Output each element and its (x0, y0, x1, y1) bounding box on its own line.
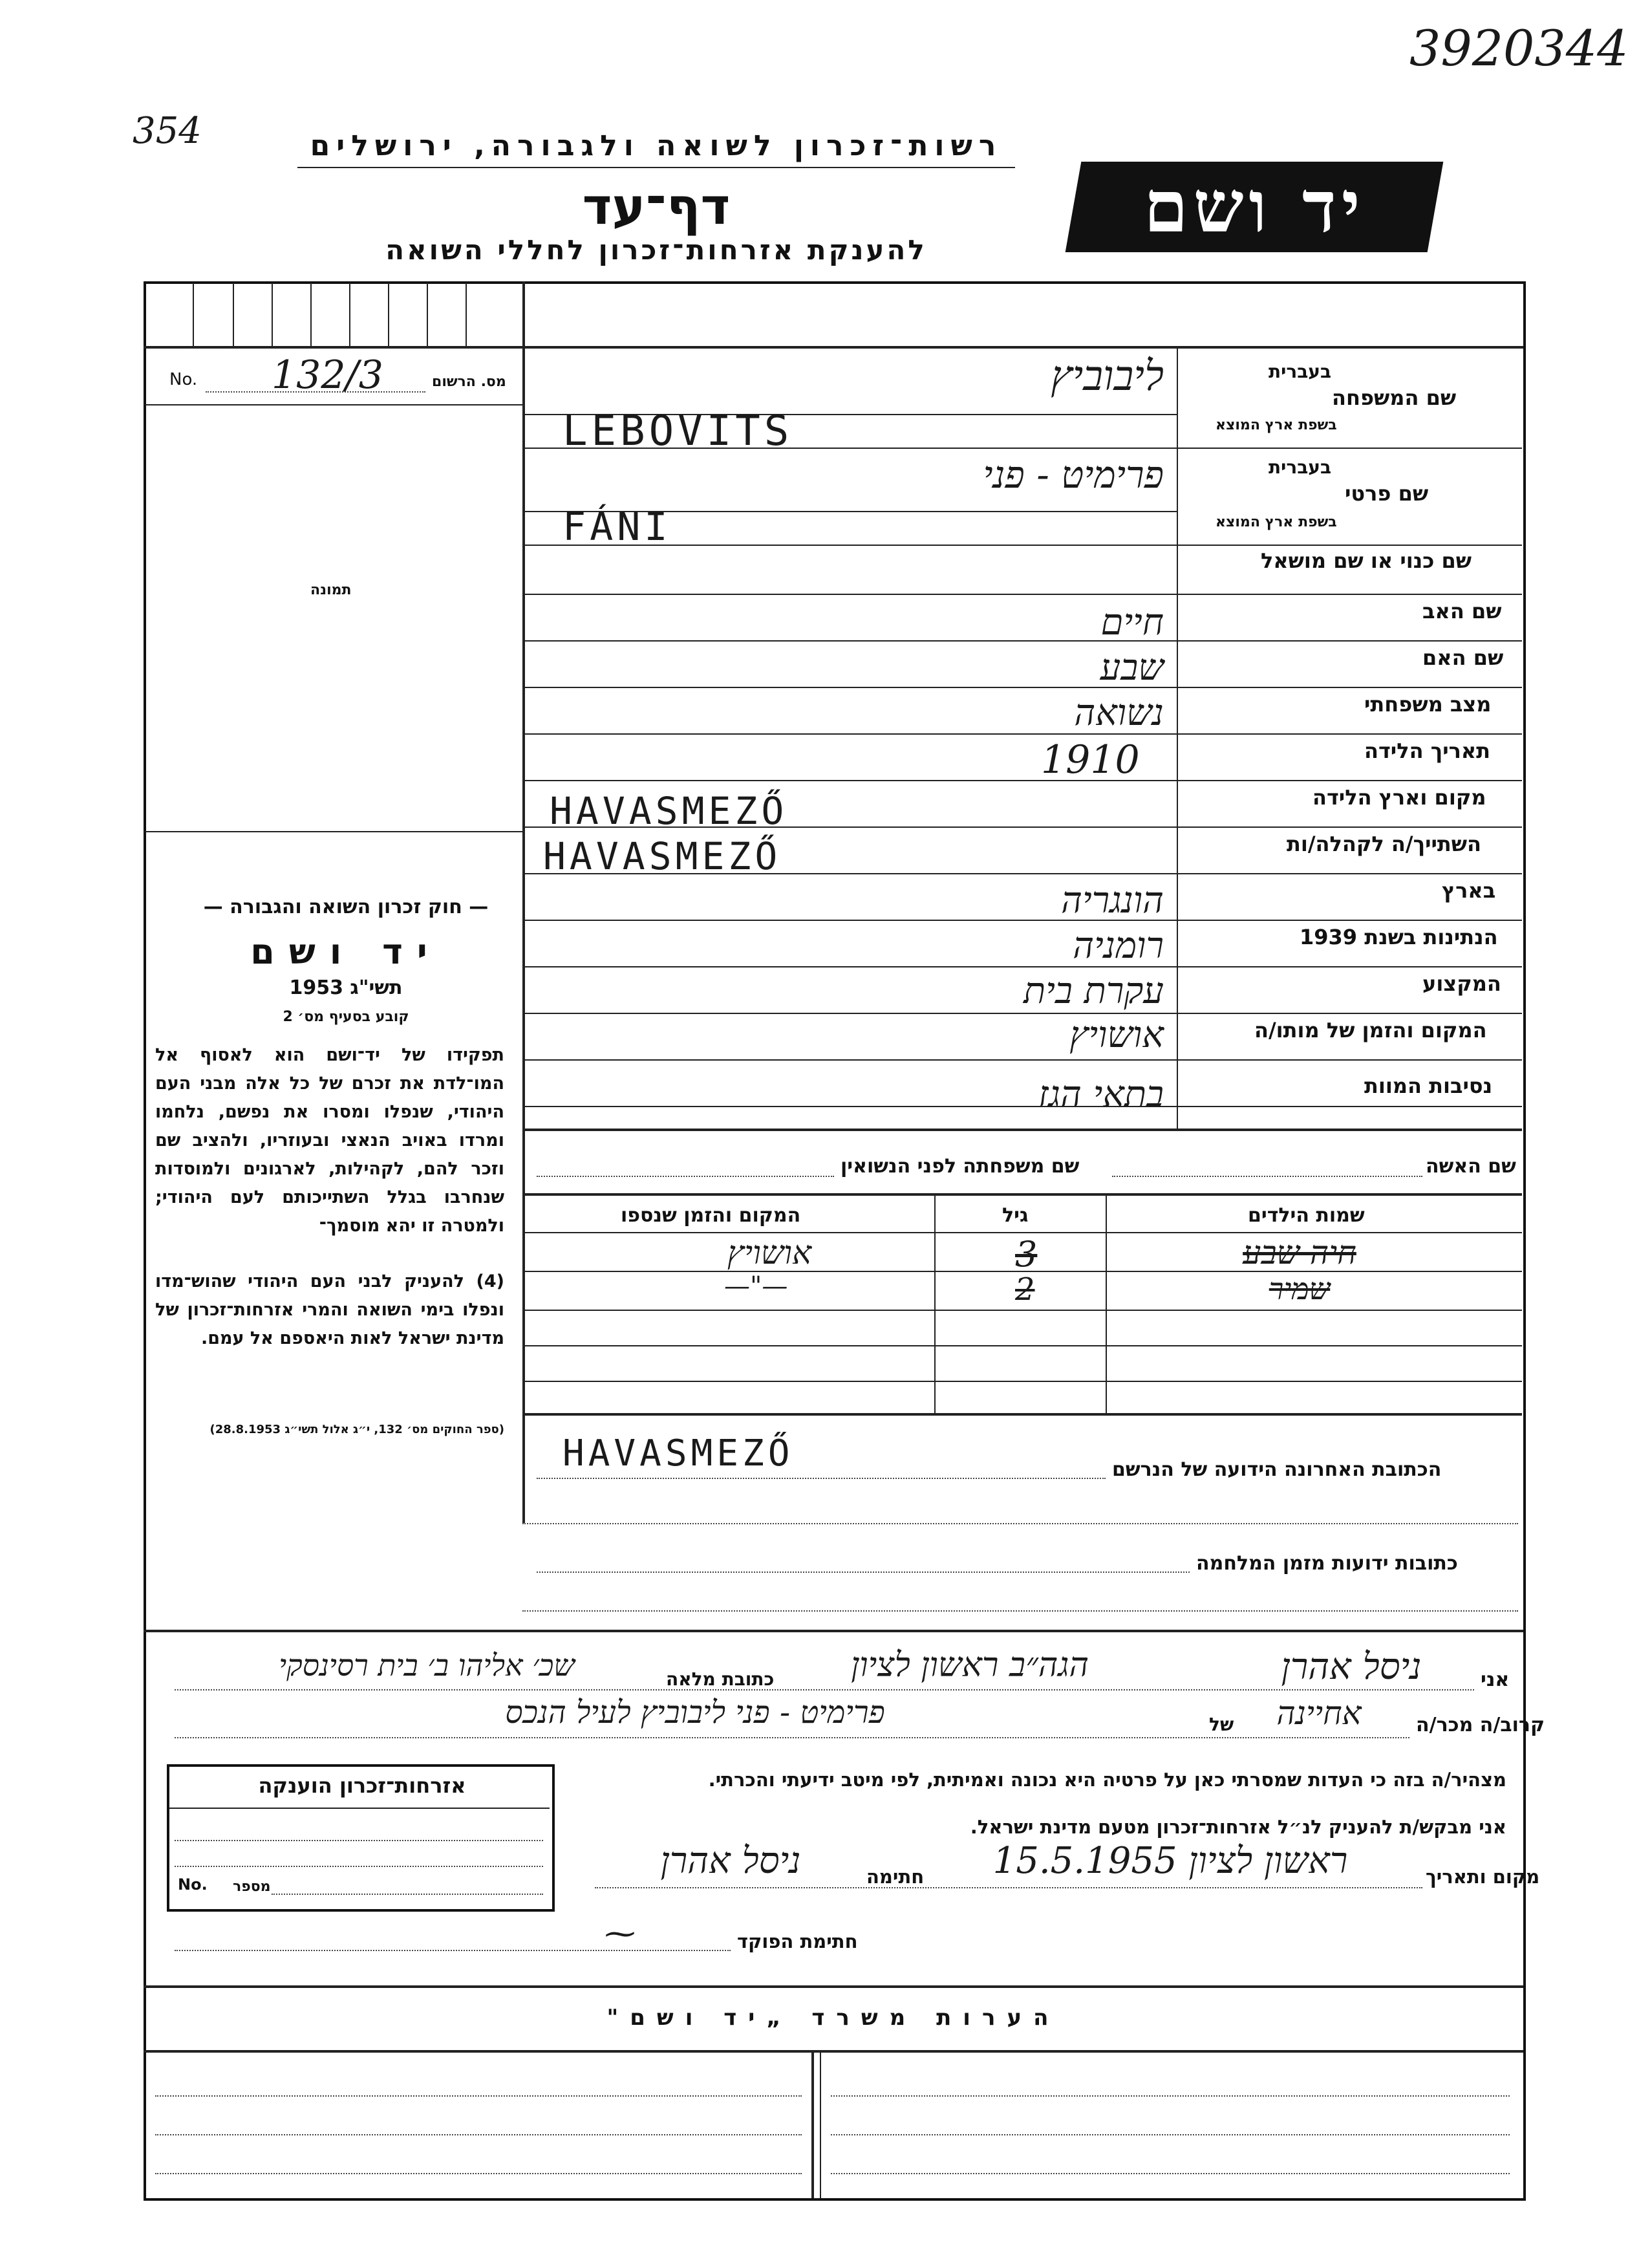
community-value[interactable]: HAVASMEZŐ (543, 834, 782, 878)
place-date-label: מקום ותאריך (1426, 1866, 1540, 1888)
child-1-place[interactable]: אושויץ (727, 1234, 812, 1271)
first-name-hebrew-value[interactable]: פרימיט - פני (983, 453, 1164, 497)
law-section: קובע בסעיף מס׳ 2 (283, 1009, 409, 1025)
law-name: יד ושם (250, 931, 442, 972)
father-value[interactable]: חיים (1100, 601, 1164, 643)
relative-label: קרוב/ה מכר/ה (1416, 1714, 1545, 1736)
yad-vashem-logo: יד ושם (1066, 162, 1444, 252)
first-name-in-hebrew-label: בעברית (1269, 457, 1332, 478)
mother-value[interactable]: שבע (1100, 647, 1164, 689)
office-notes-title: הערות משרד „יד ושם" (606, 2005, 1060, 2031)
grant-box-no-label: No. (178, 1875, 208, 1894)
children-names-header: שמות הילדים (1248, 1204, 1365, 1227)
surname-label: שם המשפחה (1332, 385, 1457, 410)
grant-box-number-label: מספר (233, 1879, 271, 1895)
birthplace-value[interactable]: HAVASMEZŐ (550, 789, 788, 833)
photo-label: תמונה (310, 582, 352, 598)
form-subtitle: להענקת אזרחות־זכרון לחללי השואה (385, 234, 927, 266)
first-name-latin-value[interactable]: FÁNI (562, 504, 672, 550)
nickname-label: שם כנוי או שם מושאל (1261, 548, 1472, 573)
mother-label: שם האם (1422, 645, 1504, 670)
child-2-place[interactable]: —"— (724, 1271, 788, 1301)
country-label: בארץ (1442, 878, 1496, 903)
child-1-age[interactable]: 3 (1015, 1234, 1038, 1275)
last-address-value[interactable]: HAVASMEZŐ (562, 1432, 794, 1474)
declarant-city[interactable]: הגה״ב ראשון לציון (851, 1646, 1089, 1685)
children-place-header: המקום והזמן שנספו (621, 1204, 801, 1227)
death-place-value[interactable]: אושויץ (1069, 1014, 1164, 1056)
law-paragraph-1: תפקידו של יד־ושם הוא לאסוף אל המו־לדת את זכרם של כל אלה מבני העם היהודי, שנפלו ומסרו את נפשם, נלחמו ומרדו באויב הנאצי ובעוזריו, ולהציב שם וזכר להם, לקהילות, לארגונים ולמוסדות שנחרבו בגלל השתייכותם לעם היהודי; ולמטרה זו יהא מוסמך־ (155, 1045, 504, 1236)
maiden-name-label: שם משפחתה לפני הנשואין (841, 1155, 1080, 1178)
marital-status-label: מצב משפחתי (1364, 692, 1492, 717)
death-place-label: המקום והזמן של מותו/ה (1254, 1018, 1487, 1042)
children-age-header: גיל (1002, 1204, 1029, 1227)
form-title: דף־עד (582, 178, 731, 236)
law-year: תשי"ג 1953 (289, 977, 403, 999)
child-2-name[interactable]: שמיר (1269, 1271, 1331, 1306)
of-value[interactable]: פרימיט - פני ליבוביץ לעיל הנכס (505, 1694, 885, 1731)
relative-value[interactable]: אחיינה (1276, 1694, 1362, 1732)
wife-name-label: שם האשה (1426, 1155, 1516, 1178)
birthdate-label: תאריך הלידה (1364, 739, 1491, 763)
grant-box-title: אזרחות־זכרון הוענקה (258, 1773, 466, 1798)
last-address-label: הכתובת האחרונה הידועה של הנרשם (1112, 1458, 1442, 1481)
declarant-label: אני (1481, 1669, 1510, 1691)
wartime-addresses-label: כתובות ידועות מזמן המלחמה (1196, 1552, 1458, 1575)
declarant-address[interactable]: שכ׳ אליהו ב׳ בית רסינסקי (279, 1648, 575, 1683)
death-cause-label: נסיבות המוות (1364, 1074, 1493, 1098)
authority-line: רשות־זכרון לשואה ולגבורה, ירושלים (310, 129, 1003, 162)
registration-no-label: No. (169, 370, 198, 389)
child-1-name[interactable]: חיה שבע (1243, 1234, 1356, 1271)
citizenship-label: הנתינות בשנת 1939 (1300, 925, 1498, 949)
law-paragraph-2: (4) להעניק לבני העם היהודי שהוש־מדו ונפלו בימי השואה והמרי אזרחות־זכרון של מדינת ישראל לאות היאספם אל עמם. (155, 1271, 504, 1348)
place-date-value[interactable]: ראשון לציון 15.5.1955 (992, 1840, 1348, 1882)
citizenship-value[interactable]: רומניה (1073, 925, 1164, 967)
child-2-age[interactable]: 2 (1015, 1271, 1035, 1308)
declarant-name[interactable]: ניסל אהרן (1281, 1646, 1422, 1688)
surname-in-hebrew-label: בעברית (1269, 361, 1332, 382)
of-label: של (1209, 1714, 1234, 1735)
birthplace-label: מקום וארץ הלידה (1312, 785, 1486, 810)
declarant-address-label: כתובת מלאה (666, 1669, 775, 1690)
community-label: השתייך/ה לקהלה/ות (1287, 832, 1482, 856)
profession-value[interactable]: עקרת בית (1023, 970, 1164, 1012)
archive-number: 3920344 (1409, 19, 1628, 77)
death-cause-value[interactable]: בתאי הגז (1038, 1074, 1164, 1116)
first-name-in-origin-label: בשפת ארץ המוצא (1216, 514, 1337, 530)
law-footnote: (ספר החוקים מס׳ 132, י״ג אלול תשי״ג 28.8.1953) (209, 1423, 504, 1436)
officer-signature-label: חתימת הפוקד (737, 1930, 858, 1952)
signature-value[interactable]: ניסל אהרן (660, 1840, 801, 1882)
first-name-label: שם פרטי (1345, 481, 1429, 506)
surname-latin-value[interactable]: LEBOVITS (562, 407, 793, 455)
law-title: — חוק זכרון השואה והגבורה — (203, 896, 489, 918)
page-number: 354 (133, 110, 202, 152)
registration-label: מס. הרשום (432, 374, 506, 390)
surname-hebrew-value[interactable]: ליבוביץ (1051, 352, 1164, 400)
signature-label: חתימה (866, 1866, 925, 1888)
declaration-statement: מצהיר/ה בזה כי העדות שמסרתי כאן על פרטיה היא נכונה ואמיתית, לפי מיטב ידיעתי והכרתי. (708, 1769, 1506, 1791)
country-value[interactable]: הונגריה (1061, 880, 1164, 922)
marital-status-value[interactable]: נשואה (1074, 692, 1164, 734)
declaration-request: אני מבקש/ת להעניק לנ״ל אזרחות־זכרון מטעם מדינת ישראל. (970, 1816, 1506, 1838)
surname-in-origin-label: בשפת ארץ המוצא (1216, 417, 1337, 433)
profession-label: המקצוע (1422, 971, 1501, 996)
birthdate-value[interactable]: 1910 (1041, 737, 1140, 783)
registration-number[interactable]: 132/3 (272, 352, 383, 398)
father-label: שם האב (1422, 599, 1502, 623)
officer-signature-mark: ⁓ (605, 1916, 636, 1952)
